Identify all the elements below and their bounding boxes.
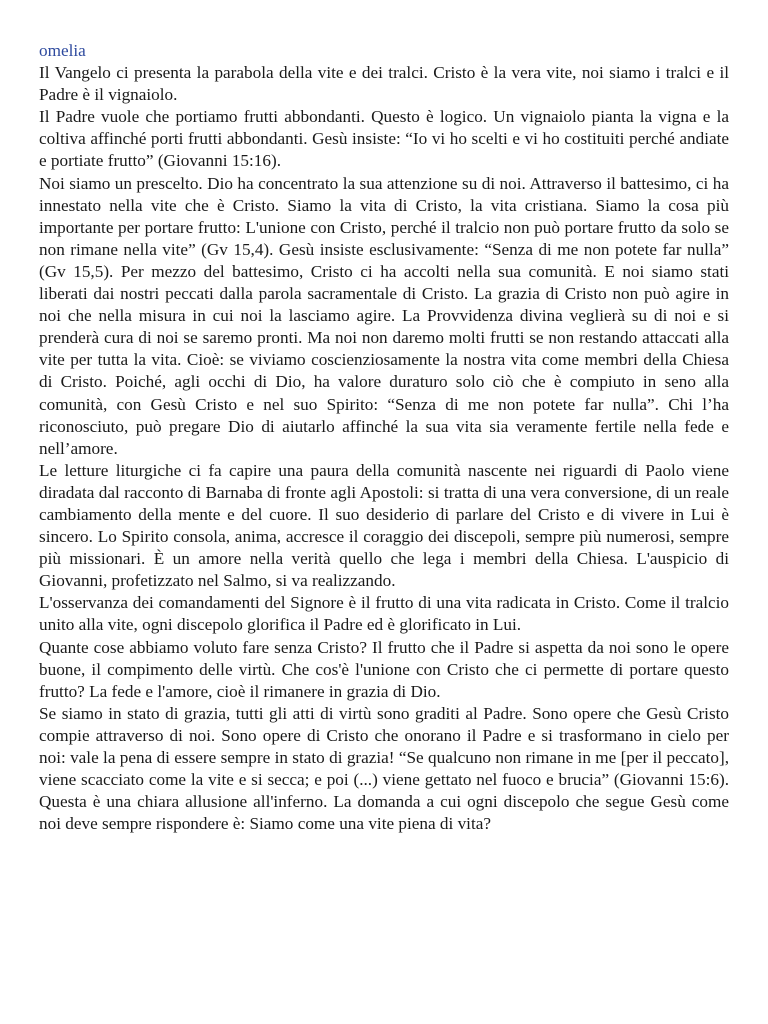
paragraph-2: Il Padre vuole che portiamo frutti abbondanti. Questo è logico. Un vignaiolo pianta la vigna e la coltiva affinché porti frutti abbondanti. Gesù insiste: “Io vi ho scelti e vi ho costituiti perché andiate e portiate frutto” (Giovanni 15:16). [39,107,729,171]
paragraph-7: Se siamo in stato di grazia, tutti gli atti di virtù sono graditi al Padre. Sono opere che Gesù Cristo compie attraverso di noi. Sono opere di Cristo che onorano il Padre e si trasformano in cielo per noi: vale la pena di essere sempre in stato di grazia! “Se qualcuno non rimane in me [per il peccato], viene scacciato come la vite e si secca; e poi (...) viene gettato nel fuoco e brucia” (Giovanni 15:6). Questa è una chiara allusione all'inferno. La domanda a cui ogni discepolo che segue Gesù come noi deve sempre rispondere è: Siamo come una vite piena di vita? [39,703,729,834]
document-heading: omelia [39,41,86,60]
paragraph-3: Noi siamo un prescelto. Dio ha concentrato la sua attenzione su di noi. Attraverso il battesimo, ci ha innestato nella vite che è Cristo. Siamo la vita di Cristo, la vita cristiana. Siamo la cosa più importante per portare frutto: L'unione con Cristo, perché il tralcio non può portare frutto da solo se non rimane nella vite” (Gv 15,4). Gesù insiste esclusivamente: “Senza di me non potete far nulla” (Gv 15,5). Per mezzo del battesimo, Cristo ci ha accolti nella sua comunità. E noi siamo stati liberati dai nostri peccati dalla parola sacramentale di Cristo. La grazia di Cristo non può agire in noi che nella misura in cui noi la lasciamo agire. La Provvidenza divina veglierà su di noi e si prenderà cura di noi se saremo pronti. Ma noi non daremo molti frutti se non restando attaccati alla vite per tutta la vita. Cioè: se viviamo coscienziosamente la nostra vita come membri della Chiesa di Cristo. Poiché, agli occhi di Dio, ha valore duraturo solo ciò che è compiuto in seno alla comunità, con Gesù Cristo e nel suo Spirito: “Senza di me non potete far nulla”. Chi l’ha riconosciuto, può pregare Dio di aiutarlo affinché la sua vita sia veramente fertile nella fede e nell’amore. [39,173,729,458]
paragraph-6: Quante cose abbiamo voluto fare senza Cristo? Il frutto che il Padre si aspetta da noi sono le opere buone, il compimento delle virtù. Che cos'è l'unione con Cristo che ci permette di portare questo frutto? La fede e l'amore, cioè il rimanere in grazia di Dio. [39,637,729,701]
paragraph-1: Il Vangelo ci presenta la parabola della vite e dei tralci. Cristo è la vera vite, noi siamo i tralci e il Padre è il vignaiolo. [39,63,729,105]
paragraph-4: Le letture liturgiche ci fa capire una paura della comunità nascente nei riguardi di Paolo viene diradata dal racconto di Barnaba di fronte agli Apostoli: si tratta di una vera conversione, di un reale cambiamento della mente e del cuore. Il suo desiderio di parlare del Cristo e di vivere in Lui è sincero. Lo Spirito consola, anima, accresce il coraggio dei discepoli, sempre più numerosi, sempre più missionari. È un amore nella verità quello che lega i membri della Chiesa. L'auspicio di Giovanni, profetizzato nel Salmo, si va realizzando. [39,460,729,591]
document-page [39,40,729,835]
paragraph-5: L'osservanza dei comandamenti del Signore è il frutto di una vita radicata in Cristo. Come il tralcio unito alla vite, ogni discepolo glorifica il Padre ed è glorificato in Lui. [39,593,729,635]
